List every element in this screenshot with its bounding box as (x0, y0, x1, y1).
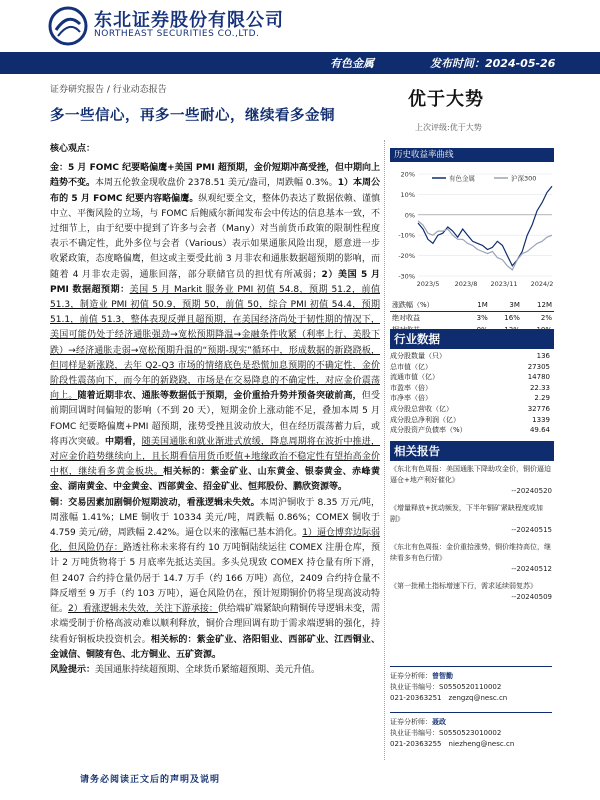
copper-heading: 铜：交易因素加剧铜价短期波动，看涨逻辑未失效。 (50, 497, 260, 508)
legend-label: 有色金属 (449, 174, 475, 183)
gold-pmi-text: 美国 5 月 Markit 服务业 PMI 初值 54.8，预期 51.2，前值 51.3，制造业 PMI 初值 50.9，预期 50，前值 50，综合 PMI 初值 54.4，预期 51.1，前值 51.3，整体表现反弹且超预期，在美国经济尚处于韧性期的情况下，美国可能仍处于经济通胀强劲→宽松预期降温→金融条件收紧（利率上行、美股下跌）→经济通胀走弱→宽松预期升温的“预期-现实”循环中，形成数据的新跷跷板，但同样是新涨跷，去年 Q2-Q3 市场的情绪底色是恐慌加息预期的不确定性，金价阶段性震荡向下，而今年的新跷跷，市场是在交易降息的不确定性，对应金价震荡向上。 (50, 284, 380, 402)
market-value: 2.29 (534, 394, 550, 403)
key-points-label: 核心观点： (50, 144, 96, 154)
related-report-date: --20240520 (511, 487, 552, 495)
x-tick-label: 2023/5 (416, 280, 440, 288)
column-divider (384, 140, 385, 760)
y-tick-label: -20% (398, 252, 415, 261)
legend-label: 沪深300 (511, 174, 537, 183)
analyst-card (390, 666, 552, 704)
market-row (390, 362, 550, 373)
rating: 优于大势 (408, 89, 484, 110)
analyst-card (390, 712, 552, 750)
perf-header-1m: 1M (465, 299, 490, 312)
gold-targets: 紫金矿业、山东黄金、银泰黄金、赤峰黄金、湖南黄金、中金黄金、西部黄金、招金矿业、恒邦股份、鹏欣资源等。 (50, 467, 380, 493)
perf-header-3m: 3M (490, 299, 522, 312)
gold-summary: 本周五伦敦金现收盘价 2378.51 美元/盎司，周跌幅 0.3%。 (95, 178, 338, 189)
perf-value: 2% (540, 314, 552, 322)
footer-disclaimer: 请务必阅读正文后的声明及说明 (80, 775, 221, 785)
copper-sub2-text: 供给端矿端紧缺向精铜传导逻辑未变，需求端受制于价格高波动难以顺利释放，铜价合理回调有助于需求端逻辑的强化，持续看好铜板块投资机会。 (50, 604, 380, 645)
copper-targets-title: 相关标的： (150, 634, 197, 645)
market-value: 14780 (527, 373, 550, 382)
company-logo (48, 6, 88, 46)
copper-summary: 本周沪铜收于 8.35 万元/吨，周涨幅 1.41%；LME 铜收于 10334 美元/吨，周跌幅 0.86%；COMEX 铜收于 4.759 美元/磅，周跌幅 2.42%。逼仓以来的涨幅已基本消化。 (50, 497, 380, 539)
gold-mid-text: 但受前期回调时间偏短的影响（不到 20 天），短期金价上涨动能不足，叠加本周 5 月 FOMC 纪要略偏鹰+PMI 超预期，涨势受挫且波动放大，但在经历震荡蓄力后，或将再次突破。 (50, 391, 380, 447)
gold-long-text: 随美国通胀和就业渐进式放缓，降息周期将在波折中推进，对应金价趋势继续向上，且长期看信用货币贬值+地缘政治不稳定性有望抬高金价中枢，继续看多黄金板块。 (50, 436, 380, 478)
market-value: 49.64 (529, 426, 550, 435)
market-row (390, 404, 550, 415)
gold-mid-title: 随着近期非农、通胀等数据低于预期，金价重拾升势并预备突破前高， (77, 391, 362, 402)
perf-header-label: 涨跌幅（%） (390, 299, 465, 312)
gold-pmi-title: 2）美国 5 月 PMI 数据超预期： (50, 269, 380, 295)
related-report-date: --20240512 (511, 565, 552, 573)
related-reports-header: 相关报告 (390, 441, 554, 461)
analyst-license: 执业证书编号：S0550523010002 (390, 729, 502, 737)
market-label: 总市值（亿） (390, 362, 432, 371)
y-tick-label: -30% (398, 272, 415, 281)
risk-title: 风险提示： (50, 664, 96, 675)
perf-header-row (390, 299, 554, 312)
copper-targets: 紫金矿业、洛阳钼业、西部矿业、江西铜业、金诚信、铜陵有色、北方铜业、五矿资源。 (50, 634, 380, 660)
perf-value: 3% (476, 314, 488, 322)
breadcrumb: 证券研究报告 / 行业动态报告 (50, 85, 167, 95)
industry-data-header: 行业数据 (390, 329, 554, 349)
y-tick-label: -10% (398, 231, 415, 240)
related-report-date: --20240515 (511, 526, 552, 534)
related-report-title[interactable]: 《增量释放+扰动频发，下半年铜矿紧缺程度或加剧》 (390, 504, 543, 523)
x-tick-label: 2023/11 (490, 280, 518, 288)
market-row (390, 415, 550, 426)
analyst-name: 曾智勤 (432, 672, 453, 680)
sector-tag: 有色金属 (330, 57, 374, 70)
market-row (390, 393, 550, 404)
copper-paragraph (50, 496, 380, 663)
gold-targets-title: 相关标的： (163, 467, 211, 478)
gold-paragraph (50, 161, 380, 495)
analyst-heading (390, 717, 552, 728)
company-name-en: NORTHEAST SECURITIES CO.,LTD. (94, 29, 260, 39)
market-value: 136 (536, 352, 550, 360)
related-reports (390, 464, 552, 603)
market-value: 1339 (532, 415, 550, 424)
gold-heading: 金：5 月 FOMC 纪要略偏鹰+美国 PMI 超预期，金价短期冲高受挫，但中期向上趋势不变。 (50, 163, 380, 189)
report-body (50, 142, 380, 678)
company-name-cn: 东北证券股份有限公司 (94, 10, 284, 31)
market-row (390, 372, 550, 383)
risk-text: 美国通胀持续超预期、全球货币紧缩超预期、美元升值。 (95, 664, 321, 675)
risk-paragraph (50, 663, 380, 678)
analyst-contact[interactable]: 021-20363251 zengzq@nesc.cn (390, 694, 508, 702)
perf-row (390, 312, 554, 325)
copper-sub2-title: 2）看涨逻辑未失效，关注下游承接： (68, 604, 218, 615)
market-value: 27305 (527, 362, 550, 371)
history-chart-header: 历史收益率曲线 (390, 148, 554, 162)
analyst-title: 证券分析师： (390, 672, 432, 680)
series-line (418, 186, 552, 266)
x-tick-label: 2023/8 (454, 280, 478, 288)
market-label: 流通市值（亿） (390, 373, 439, 382)
gold-fomc-title: 1）本周公布的 5 月 FOMC 纪要内容略偏鹰。 (50, 178, 380, 204)
analyst-title: 证券分析师： (390, 718, 432, 726)
related-report-title[interactable]: 《第一批稀土指标增速下行，需求延续弱复苏》 (390, 582, 537, 590)
previous-rating: 上次评级:优于大势 (415, 123, 482, 132)
market-row (390, 425, 550, 436)
perf-label: 绝对收益 (392, 314, 420, 322)
market-value: 22.33 (529, 383, 550, 392)
gold-fomc-text: 纵观纪要全文，整体仍表达了数据依赖、谨慎中立、平衡风险的立场，与 FOMC 后鲍威尔新闻发布会中传达的信息基本一致，不过细节上，由于纪要中提到了许多与会者（Many）对当前货币政策的限制性程度表示不确定性，此外多位与会者（Various）表示如果通胀风险出现，愿意进一步收紧政策，态度略偏鹰，但这或主要受此前 3 月非农和通胀数据超预期的影响，而随着 4 月非农走弱，通胀回落，部分联储官员的担忧有所减弱； (50, 193, 380, 280)
history-chart (388, 166, 556, 294)
publish-date: 发布时间：2024-05-26 (430, 57, 556, 70)
copper-sub1-title: 1）逼仓博弈边际弱化，但风险仍存： (50, 528, 380, 554)
market-label: 市净率（倍） (390, 394, 432, 403)
y-tick-label: 10% (400, 190, 415, 199)
market-label: 成分股总净利润（亿） (390, 415, 460, 424)
analyst-license: 执业证书编号：S0550520110002 (390, 683, 502, 691)
analyst-heading (390, 671, 552, 682)
y-tick-label: 20% (400, 170, 415, 179)
gold-long-title: 中期看， (105, 436, 142, 447)
series-line (418, 221, 552, 270)
market-label: 市盈率（倍） (390, 383, 432, 392)
related-report-title[interactable]: 《东北有色周报：金价重拾涨势，铜价维持高位，继续看多有色行情》 (390, 543, 551, 562)
analyst-name: 聂政 (432, 718, 446, 726)
market-label: 成分股资产负债率（%） (390, 426, 467, 435)
market-label: 成分股数量（只） (390, 352, 446, 360)
related-report-title[interactable]: 《东北有色周报：美国通胀下降助攻金价，铜价逼迫逼仓+地产利好催化》 (390, 465, 551, 484)
analyst-contact[interactable]: 021-20363255 niezheng@nesc.cn (390, 740, 515, 748)
industry-data-table (390, 351, 550, 436)
perf-header-12m: 12M (522, 299, 554, 312)
report-title: 多一些信心，再多一些耐心，继续看多金铜 (50, 108, 335, 124)
related-report-date: --20240509 (511, 593, 552, 601)
y-tick-label: 0% (404, 211, 415, 220)
market-row (390, 351, 550, 362)
x-tick-label: 2024/2 (530, 280, 554, 288)
copper-sub1-text: 路透社称未来将有约 10 万吨铜陆续运往 COMEX 注册仓库，预计 2 万吨货物将于 5 月底率先抵达美国。多头兑现致 COMEX 持仓量有所下滑，但 2407 合约持仓量仍居于 14.7 万手（约 166 万吨）高位，2409 合约持仓量不降反增至 9 万手（约 103 万吨），逼仓风险仍在，预计短期铜价仍将呈现高波动特征。 (50, 543, 380, 615)
market-value: 32776 (527, 404, 550, 413)
market-row (390, 383, 550, 394)
market-label: 成分股总营收（亿） (390, 404, 453, 413)
perf-value: 16% (504, 314, 520, 322)
